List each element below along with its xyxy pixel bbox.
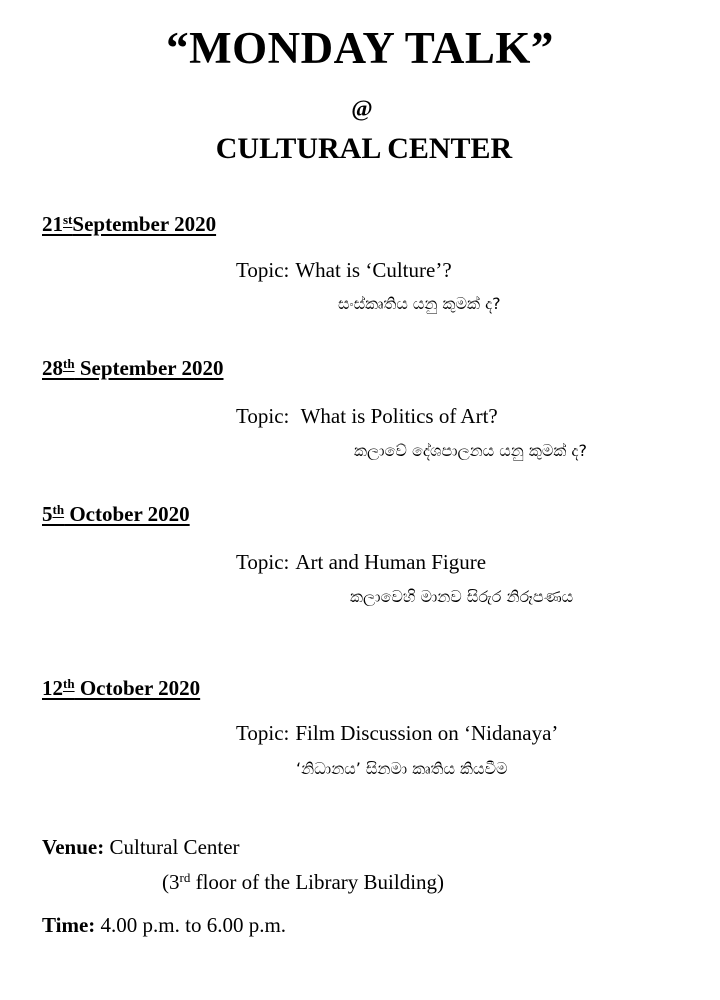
session-date: 21stSeptember 2020 [42, 212, 217, 236]
session-topic-sinhala: කලාවේ දේශපාලනය යනු කුමක් ද? [354, 441, 588, 460]
session-date: 28th September 2020 [42, 356, 224, 380]
venue-value: Cultural Center [104, 835, 240, 859]
session-topic: Topic: What is ‘Culture’? [236, 258, 452, 282]
session-topic: Topic: Art and Human Figure [236, 550, 487, 574]
page-title: “MONDAY TALK” [166, 23, 554, 73]
at-symbol: @ [351, 96, 373, 121]
time-label: Time: [42, 913, 96, 937]
session-date: 12th October 2020 [42, 676, 201, 700]
session-topic: Topic: Film Discussion on ‘Nidanaya’ [236, 721, 559, 745]
session-date: 5th October 2020 [42, 502, 190, 526]
venue-detail: (3rd floor of the Library Building) [162, 870, 445, 894]
session-topic-sinhala: ‘නිධානය’ සිනමා කෘතිය කියවීම [296, 759, 508, 778]
time-value: 4.00 p.m. to 6.00 p.m. [95, 913, 287, 937]
session-topic: Topic: What is Politics of Art? [236, 404, 498, 428]
venue-line [42, 835, 240, 860]
time-line [42, 913, 286, 938]
venue-label: Venue: [42, 835, 105, 859]
session-topic-sinhala: සංස්කෘතිය යනු කුමක් ද? [338, 294, 501, 313]
session-topic-sinhala: කලාවෙහි මානව සිරුර නිරූපණය [350, 587, 574, 606]
page-subtitle: CULTURAL CENTER [215, 132, 513, 165]
